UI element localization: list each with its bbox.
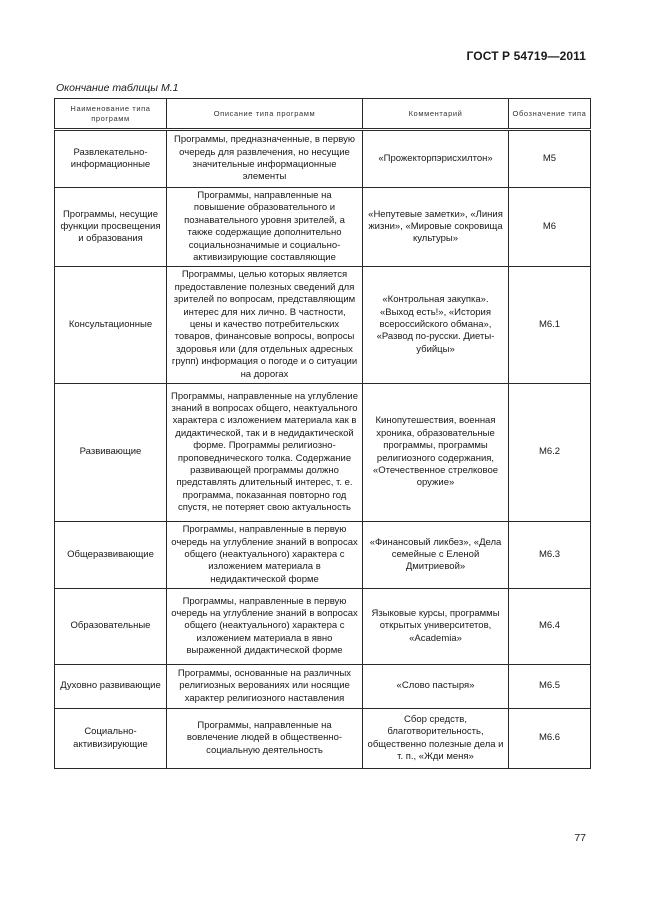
type-name: Образовательные bbox=[55, 589, 167, 665]
column-header-name: Наименование типа программ bbox=[55, 99, 167, 130]
column-header-description: Описание типа программ bbox=[167, 99, 363, 130]
type-comment: «Прожекторпэрисхилтон» bbox=[363, 130, 509, 188]
type-description: Программы, направленные на вовлечение людей в общественно-социальную деятельность bbox=[167, 709, 363, 769]
type-name: Развивающие bbox=[55, 384, 167, 522]
table-row bbox=[55, 188, 591, 267]
column-header-comment: Комментарий bbox=[363, 99, 509, 130]
table-row bbox=[55, 589, 591, 665]
type-comment: Кинопутешествия, военная хроника, образовательные программы, программы религиозного содержания, «Отечественное стрелковое оружие» bbox=[363, 384, 509, 522]
type-code: М5 bbox=[509, 130, 591, 188]
table-row bbox=[55, 522, 591, 589]
standard-number: ГОСТ Р 54719—2011 bbox=[466, 49, 586, 63]
type-code: М6.6 bbox=[509, 709, 591, 769]
type-comment: «Контрольная закупка». «Выход есть!», «История всероссийского обмана», «Развод по-русски. Диеты-убийцы» bbox=[363, 267, 509, 384]
type-description: Программы, предназначенные, в первую очередь для развлечения, но несущие значительные информационные элементы bbox=[167, 130, 363, 188]
type-code: М6 bbox=[509, 188, 591, 267]
table-row bbox=[55, 130, 591, 188]
table-row bbox=[55, 384, 591, 522]
type-code: М6.4 bbox=[509, 589, 591, 665]
type-code: М6.1 bbox=[509, 267, 591, 384]
type-description: Программы, направленные в первую очередь на углубление знаний в вопросах общего (неактуального) характера с изложением материала в недидактической форме bbox=[167, 522, 363, 589]
type-name: Социально-активизирующие bbox=[55, 709, 167, 769]
table-row bbox=[55, 267, 591, 384]
type-name: Духовно развивающие bbox=[55, 665, 167, 709]
type-comment: Сбор средств, благотворительность, общественно полезные дела и т. п., «Жди меня» bbox=[363, 709, 509, 769]
table-row bbox=[55, 709, 591, 769]
type-code: М6.3 bbox=[509, 522, 591, 589]
program-types-table bbox=[54, 98, 591, 769]
table-header-row bbox=[55, 99, 591, 130]
type-comment: «Непутевые заметки», «Линия жизни», «Мировые сокровища культуры» bbox=[363, 188, 509, 267]
type-description: Программы, направленные в первую очередь на углубление знаний в вопросах общего (неактуального) характера с изложением материала в явно выраженной дидактической форме bbox=[167, 589, 363, 665]
type-name: Консультационные bbox=[55, 267, 167, 384]
column-header-code: Обозначение типа bbox=[509, 99, 591, 130]
table-caption: Окончание таблицы М.1 bbox=[56, 82, 179, 94]
type-description: Программы, направленные на углубление знаний в вопросах общего, неактуального характера с изложением материала как в дидактической, так и в недидактической форме. Программы религиозно-проповеднического толка. Содержание развивающей программы должно представлять длительный интерес, т. е. программа, показанная повторно год спустя, не потеряет свою актуальность bbox=[167, 384, 363, 522]
type-code: М6.2 bbox=[509, 384, 591, 522]
type-name: Развлекательно-информационные bbox=[55, 130, 167, 188]
type-code: М6.5 bbox=[509, 665, 591, 709]
page-number: 77 bbox=[574, 832, 586, 844]
type-name: Программы, несущие функции просвещения и образования bbox=[55, 188, 167, 267]
type-description: Программы, основанные на различных религиозных верованиях или носящие характер религиозного наставления bbox=[167, 665, 363, 709]
type-name: Общеразвивающие bbox=[55, 522, 167, 589]
type-comment: «Слово пастыря» bbox=[363, 665, 509, 709]
type-description: Программы, направленные на повышение образовательного и познавательного уровня зрителей, а также содержащие дополнительно социальнозначимые и социально-активизирующие составляющие bbox=[167, 188, 363, 267]
table-row bbox=[55, 665, 591, 709]
type-comment: «Финансовый ликбез», «Дела семейные с Еленой Дмитриевой» bbox=[363, 522, 509, 589]
type-description: Программы, целью которых является предоставление полезных сведений для зрителей по вопросам, представляющим интерес для них лично. В частности, цены и качество потребительских товаров, финансовые вопросы, вопросы здоровья или (для отдельных адресных групп) информация о погоде и о ситуации на дорогах bbox=[167, 267, 363, 384]
type-comment: Языковые курсы, программы открытых университетов, «Academia» bbox=[363, 589, 509, 665]
